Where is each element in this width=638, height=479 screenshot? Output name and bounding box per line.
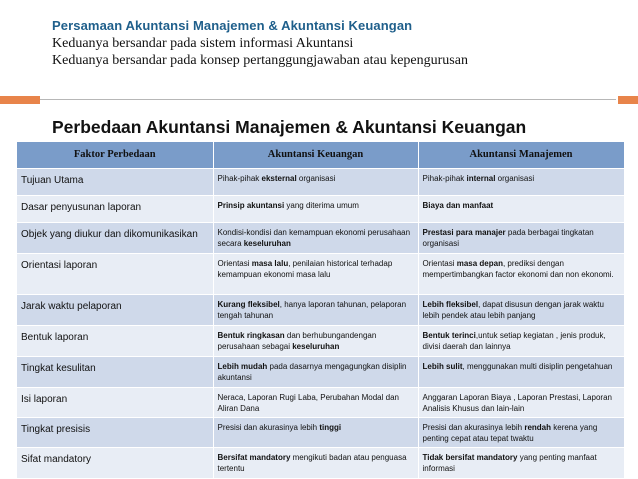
emphasis-text: masa depan [456,258,503,268]
managerial-cell [418,222,624,253]
table-row [17,387,624,417]
emphasis-text: Kurang fleksibel [217,299,280,309]
table-row [17,168,624,195]
divider-accent-left [0,96,40,104]
cell-text: , menggunakan multi disiplin pengetahuan [462,361,613,371]
cell-text: Pihak-pihak [422,173,467,183]
factor-cell: Bentuk laporan [17,325,213,356]
cell-text: ,untuk setiap kegiatan , jenis produk, divisi daerah dan lainnya [422,330,606,351]
managerial-cell [418,325,624,356]
cell-text: Presisi dan akurasinya lebih [217,422,320,432]
emphasis-text: keseluruhan [243,238,291,248]
header-managerial: Akuntansi Manajemen [418,142,624,168]
divider-accent-right [618,96,638,104]
differences-title: Perbedaan Akuntansi Manajemen & Akuntansi Keuangan [52,117,527,137]
table-row [17,417,624,447]
emphasis-text: Lebih sulit [422,361,463,371]
emphasis-text: Bentuk ringkasan [217,330,285,340]
table-row [17,222,624,253]
cell-text: dan berhubungandengan perusahaan sebagai [217,330,377,351]
financial-cell [213,222,418,253]
emphasis-text: Bersifat mandatory [217,452,291,462]
managerial-cell [418,447,624,478]
table-row [17,253,624,294]
cell-text: , dapat disusun dengan jarak waktu lebih pendek atau lebih panjang [422,299,604,320]
table-body [17,168,624,478]
financial-cell [213,195,418,222]
factor-cell: Tujuan Utama [17,168,213,195]
managerial-cell [418,356,624,387]
similarities-section [52,18,612,69]
financial-cell [213,356,418,387]
emphasis-text: Tidak bersifat mandatory [422,452,518,462]
cell-text: , hanya laporan tahunan, pelaporan tengah tahunan [217,299,407,320]
divider-line [40,99,616,100]
cell-text: organisasi [296,173,336,183]
managerial-cell [418,195,624,222]
cell-text: organisasi [495,173,535,183]
financial-cell [213,168,418,195]
header-factor: Faktor Perbedaan [17,142,213,168]
emphasis-text: masa lalu [251,258,289,268]
emphasis-text: internal [466,173,496,183]
emphasis-text: rendah [524,422,552,432]
factor-cell: Dasar penyusunan laporan [17,195,213,222]
emphasis-text: Lebih mudah [217,361,268,371]
emphasis-text: Prinsip akuntansi [217,200,285,210]
financial-cell [213,387,418,417]
financial-cell [213,325,418,356]
factor-cell: Sifat mandatory [17,447,213,478]
cell-text: Orientasi [422,258,457,268]
table-row [17,294,624,325]
cell-text: Anggaran Laporan Biaya , Laporan Prestasi, Laporan Analisis Khusus dan lain-lain [422,392,612,413]
table-row [17,356,624,387]
factor-cell: Tingkat presisis [17,417,213,447]
cell-text: Neraca, Laporan Rugi Laba, Perubahan Modal dan Aliran Dana [217,392,399,413]
emphasis-text: Prestasi para manajer [422,227,506,237]
financial-cell [213,447,418,478]
similarity-line-1: Keduanya bersandar pada sistem informasi Akuntansi [52,36,354,51]
cell-text: kerena yang penting cepat atau tepat twaktu [422,422,598,443]
cell-text: yang penting manfaat informasi [422,452,597,473]
table-row [17,447,624,478]
factor-cell: Objek yang diukur dan dikomunikasikan [17,222,213,253]
factor-cell: Tingkat kesulitan [17,356,213,387]
emphasis-text: Lebih fleksibel [422,299,479,309]
financial-cell [213,294,418,325]
table-row [17,325,624,356]
managerial-cell [418,417,624,447]
factor-cell: Orientasi laporan [17,253,213,294]
table-header-row [17,142,624,168]
managerial-cell [418,387,624,417]
differences-table [17,142,625,478]
managerial-cell [418,253,624,294]
cell-text: pada berbagai tingkatan organisasi [422,227,594,248]
managerial-cell [418,168,624,195]
cell-text: yang diterima umum [284,200,359,210]
factor-cell: Jarak waktu pelaporan [17,294,213,325]
cell-text: , penilaian historical terhadap kemampuan ekonomi masa lalu [217,258,393,279]
similarities-title: Persamaan Akuntansi Manajemen & Akuntansi Keuangan [52,18,413,33]
factor-cell: Isi laporan [17,387,213,417]
table-row [17,195,624,222]
cell-text: Presisi dan akurasinya lebih [422,422,525,432]
emphasis-text: tinggi [319,422,342,432]
emphasis-text: keseluruhan [292,341,340,351]
financial-cell [213,253,418,294]
cell-text: mengikuti badan atau penguasa tertentu [217,452,407,473]
cell-text: Kondisi-kondisi dan kemampuan ekonomi perusahaan secara [217,227,411,248]
cell-text: , prediksi dengan mempertimbangkan factor ekonomi dan non ekonomi. [422,258,614,279]
emphasis-text: Biaya dan manfaat [422,200,494,210]
emphasis-text: eksternal [261,173,297,183]
similarity-line-2: Keduanya bersandar pada konsep pertanggungjawaban atau kepengurusan [52,53,468,68]
cell-text: Pihak-pihak [217,173,262,183]
financial-cell [213,417,418,447]
emphasis-text: Bentuk terinci [422,330,476,340]
cell-text: pada dasarnya mengagungkan disiplin akuntansi [217,361,407,382]
managerial-cell [418,294,624,325]
header-financial: Akuntansi Keuangan [213,142,418,168]
cell-text: Orientasi [217,258,252,268]
